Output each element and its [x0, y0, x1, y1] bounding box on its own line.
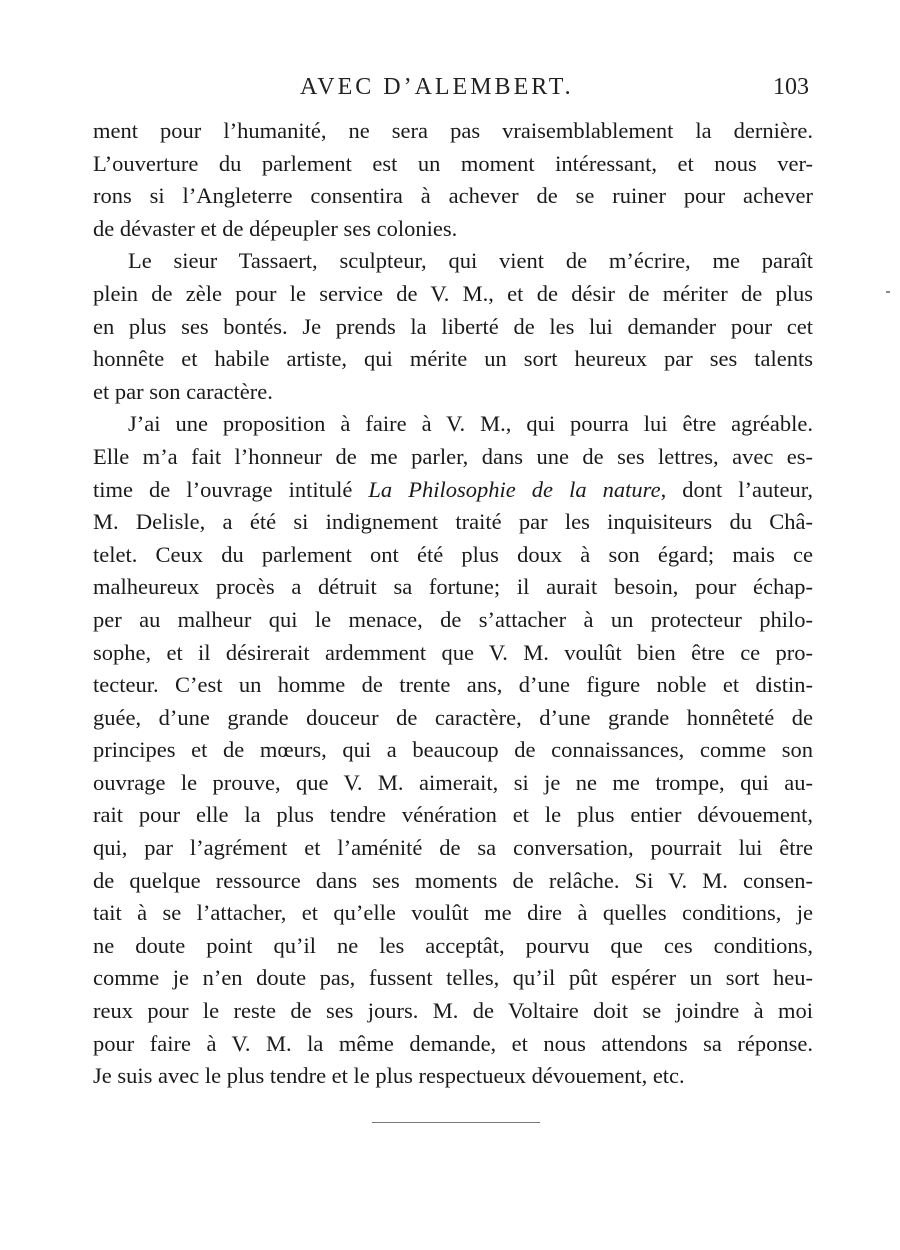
text-line: tecteur. C’est un homme de trente ans, d’une figure noble et distin-: [93, 672, 813, 698]
text-line: sophe, et il désirerait ardemment que V. M. voulût bien être ce pro-: [93, 639, 813, 665]
text-line: ne doute point qu’il ne les acceptât, pourvu que ces conditions,: [93, 932, 813, 958]
text-line: ment pour l’humanité, ne sera pas vraisemblablement la dernière.: [93, 118, 813, 143]
text-line: de quelque ressource dans ses moments de relâche. Si V. M. consen-: [93, 867, 813, 893]
work-title: La Philosophie de la nature: [368, 476, 661, 502]
text-line: rons si l’Angleterre consentira à achever de se ruiner pour achever: [93, 183, 813, 209]
page-number: 103: [773, 74, 809, 100]
text-line: comme je n’en doute pas, fussent telles, qu’il pût espérer un sort heu-: [93, 965, 813, 991]
text-line: principes et de mœurs, qui a beaucoup de connaissances, comme son: [93, 737, 813, 763]
text-line: M. Delisle, a été si indignement traité par les inquisiteurs du Châ-: [93, 509, 813, 535]
text-line: J’ai une proposition à faire à V. M., qui pourra lui être agréable.: [128, 411, 813, 437]
text-segment: time de l’ouvrage intitulé: [93, 476, 369, 502]
text-line: telet. Ceux du parlement ont été plus doux à son égard; mais ce: [93, 541, 813, 567]
text-line: ouvrage le prouve, que V. M. aimerait, si je ne me trompe, qui au-: [93, 769, 813, 795]
text-line: Le sieur Tassaert, sculpteur, qui vient de m’écrire, me paraît: [128, 248, 813, 274]
text-line: pour faire à V. M. la même demande, et nous attendons sa réponse.: [93, 1030, 813, 1056]
text-line: plein de zèle pour le service de V. M., et de désir de mériter de plus: [93, 280, 813, 306]
text-line: tait à se l’attacher, et qu’elle voulût me dire à quelles conditions, je: [93, 900, 813, 926]
text-line: en plus ses bontés. Je prends la liberté de les lui demander pour cet: [93, 313, 813, 339]
text-line: per au malheur qui le menace, de s’attacher à un protecteur philo-: [93, 606, 813, 632]
text-line: qui, par l’agrément et l’aménité de sa conversation, pourrait lui être: [93, 835, 813, 861]
text-line: Je suis avec le plus tendre et le plus respectueux dévouement, etc.: [93, 1063, 685, 1089]
text-line-with-title: [93, 474, 813, 507]
running-title: AVEC D’ALEMBERT.: [300, 74, 574, 100]
text-line: reux pour le reste de ses jours. M. de Voltaire doit se joindre à moi: [93, 998, 813, 1024]
margin-speck: [886, 291, 890, 293]
text-line: L’ouverture du parlement est un moment intéressant, et nous ver-: [93, 150, 813, 176]
text-line: honnête et habile artiste, qui mérite un sort heureux par ses talents: [93, 346, 813, 372]
text-line: de dévaster et de dépeupler ses colonies.: [93, 215, 458, 241]
text-line: guée, d’une grande douceur de caractère, d’une grande honnêteté de: [93, 704, 813, 730]
running-head: [0, 74, 900, 104]
text-line: Elle m’a fait l’honneur de me parler, dans une de ses lettres, avec es-: [93, 443, 813, 469]
text-line: rait pour elle la plus tendre vénération et le plus entier dévouement,: [93, 802, 813, 828]
end-rule: [372, 1122, 540, 1123]
body-text: [93, 115, 813, 1093]
text-segment: , dont l’auteur,: [660, 476, 813, 502]
text-line: malheureux procès a détruit sa fortune; il aurait besoin, pour échap-: [93, 574, 813, 600]
text-line: et par son caractère.: [93, 378, 273, 404]
